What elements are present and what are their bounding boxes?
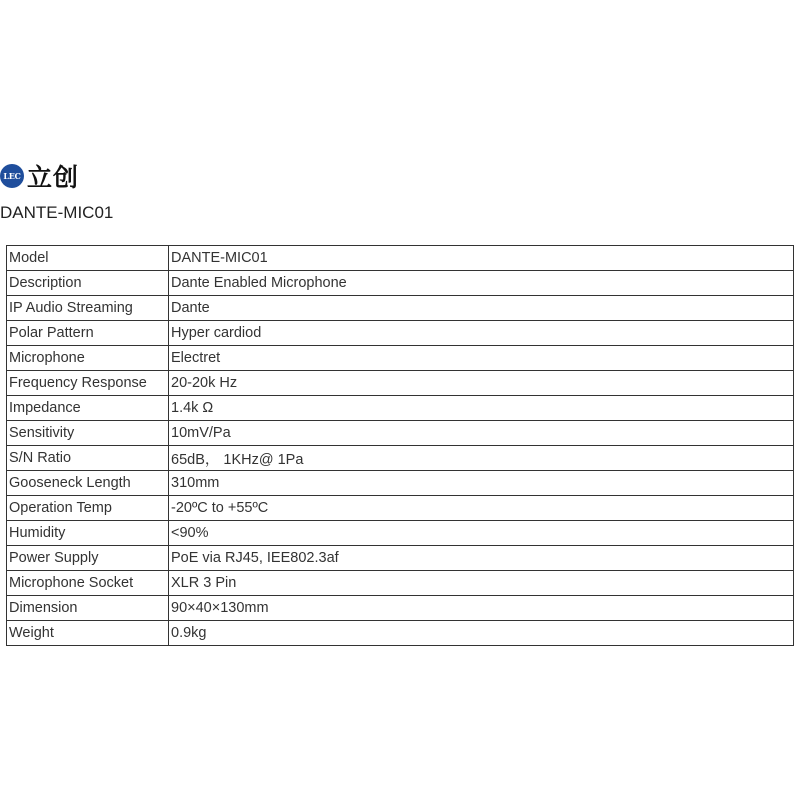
model-heading: DANTE-MIC01 <box>0 203 114 222</box>
brand-header <box>0 160 79 192</box>
spec-row <box>7 571 794 596</box>
spec-value: DANTE-MIC01 <box>169 246 794 271</box>
spec-row <box>7 321 794 346</box>
spec-label: Description <box>7 271 169 296</box>
spec-row <box>7 371 794 396</box>
spec-value: 310mm <box>169 471 794 496</box>
spec-label: Weight <box>7 621 169 646</box>
spec-row <box>7 396 794 421</box>
spec-label: S/N Ratio <box>7 446 169 471</box>
spec-label: Power Supply <box>7 546 169 571</box>
spec-label: Sensitivity <box>7 421 169 446</box>
spec-label: Impedance <box>7 396 169 421</box>
spec-table <box>6 245 794 646</box>
spec-row <box>7 421 794 446</box>
spec-value: Electret <box>169 346 794 371</box>
spec-row <box>7 471 794 496</box>
spec-label: Model <box>7 246 169 271</box>
brand-logo-text: LEC <box>3 171 21 181</box>
spec-row <box>7 596 794 621</box>
spec-value: 10mV/Pa <box>169 421 794 446</box>
spec-value: <90% <box>169 521 794 546</box>
spec-row <box>7 246 794 271</box>
spec-value: 1.4k Ω <box>169 396 794 421</box>
spec-value: PoE via RJ45, IEE802.3af <box>169 546 794 571</box>
brand-logo-icon <box>0 164 24 188</box>
spec-value: 0.9kg <box>169 621 794 646</box>
spec-label: Dimension <box>7 596 169 621</box>
spec-value: 20-20k Hz <box>169 371 794 396</box>
spec-label: IP Audio Streaming <box>7 296 169 321</box>
spec-row <box>7 271 794 296</box>
spec-row <box>7 346 794 371</box>
spec-value: Dante <box>169 296 794 321</box>
spec-value: -20ºC to +55ºC <box>169 496 794 521</box>
spec-value: 90×40×130mm <box>169 596 794 621</box>
spec-row <box>7 496 794 521</box>
spec-label: Microphone Socket <box>7 571 169 596</box>
spec-label: Humidity <box>7 521 169 546</box>
brand-name: 立创 <box>27 163 80 192</box>
spec-row <box>7 521 794 546</box>
spec-label: Operation Temp <box>7 496 169 521</box>
spec-label: Microphone <box>7 346 169 371</box>
spec-row <box>7 296 794 321</box>
spec-value: XLR 3 Pin <box>169 571 794 596</box>
spec-label: Polar Pattern <box>7 321 169 346</box>
spec-label: Gooseneck Length <box>7 471 169 496</box>
spec-row <box>7 546 794 571</box>
spec-value: Dante Enabled Microphone <box>169 271 794 296</box>
spec-row <box>7 446 794 471</box>
spec-label: Frequency Response <box>7 371 169 396</box>
spec-row <box>7 621 794 646</box>
spec-value: Hyper cardiod <box>169 321 794 346</box>
spec-table-body <box>7 246 794 646</box>
spec-value: 65dB， 1KHz@ 1Pa <box>169 446 794 471</box>
